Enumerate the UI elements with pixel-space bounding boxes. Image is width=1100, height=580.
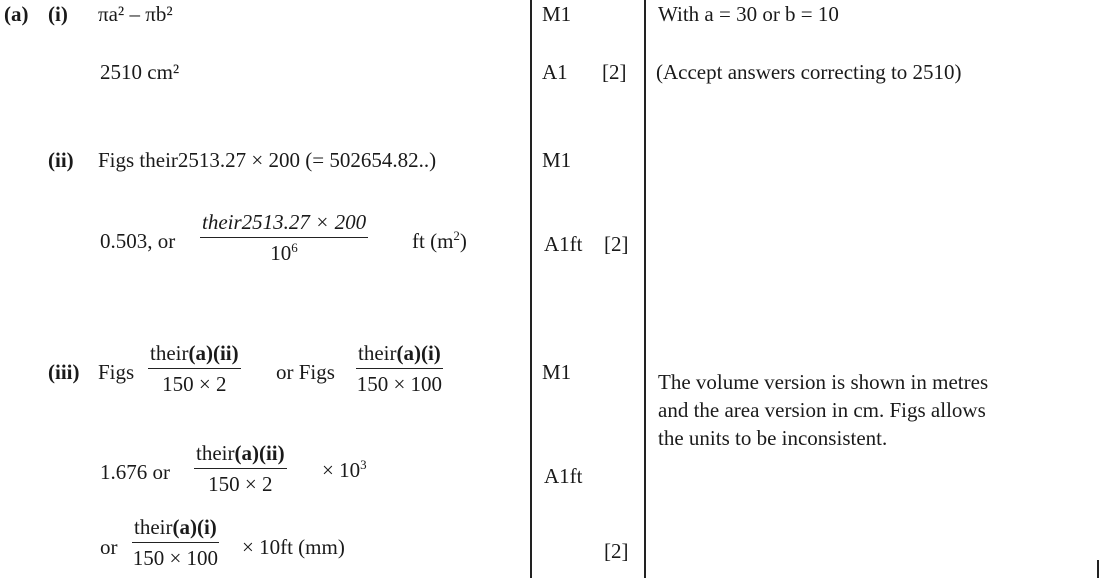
part-iii-answer-1-prefix: 1.676 or	[100, 460, 170, 484]
part-iii-figs: Figs	[98, 360, 135, 384]
part-label-ii: (ii)	[48, 148, 74, 172]
part-i-guidance-1: With a = 30 or b = 10	[658, 2, 839, 26]
part-iii-answer-2-suffix: × 10ft (mm)	[242, 535, 345, 559]
part-iii-fraction-4	[132, 517, 219, 569]
part-iii-fraction-4-denominator: 150 × 100	[132, 546, 219, 570]
part-iii-fraction-4-numerator: their(a)(i)	[132, 517, 219, 543]
part-iii-fraction-2	[356, 343, 443, 395]
part-iii-fraction-1-denominator: 150 × 2	[162, 372, 227, 396]
part-ii-mark-a1ft: A1ft	[544, 232, 583, 256]
part-iii-answer-1-suffix: × $10^3$	[322, 457, 367, 482]
part-i-answer: 2510 cm²	[100, 60, 180, 84]
part-iii-mark-a1ft: A1ft	[544, 464, 583, 488]
part-iii-fraction-2-denominator: 150 × 100	[356, 372, 443, 396]
part-ii-fraction	[200, 212, 368, 264]
part-i-mark-m1: M1	[542, 2, 572, 26]
part-iii-guidance	[658, 368, 988, 452]
part-ii-mark-m1: M1	[542, 148, 572, 172]
part-label-iii: (iii)	[48, 360, 80, 384]
part-iii-guidance-line-1: The volume version is shown in metres	[658, 370, 989, 394]
part-iii-fraction-3	[194, 443, 287, 495]
part-i-total: [2]	[602, 60, 627, 84]
part-iii-total: [2]	[604, 539, 629, 563]
part-i-guidance-2: (Accept answers correcting to 2510)	[656, 60, 962, 84]
part-ii-fraction-denominator: $10^6$	[270, 240, 298, 265]
part-label-i: (i)	[48, 2, 68, 26]
part-iii-mark-m1: M1	[542, 360, 572, 384]
part-iii-guidance-line-2: and the area version in cm. Figs allows	[658, 398, 986, 422]
part-iii-or: or	[100, 535, 118, 559]
part-iii-fraction-3-denominator: 150 × 2	[208, 472, 273, 496]
part-label-a: (a)	[4, 2, 29, 26]
part-i-expression: πa² – πb²	[98, 2, 173, 26]
part-iii-fraction-2-numerator: their(a)(i)	[356, 343, 443, 369]
part-ii-answer-prefix: 0.503, or	[100, 229, 176, 253]
part-iii-fraction-3-numerator: their(a)(ii)	[194, 443, 287, 469]
part-iii-fraction-1	[148, 343, 241, 395]
column-divider-left	[530, 0, 532, 578]
edge-mark	[1097, 560, 1099, 578]
part-ii-unit: ft $(m^2)$	[412, 228, 467, 253]
part-iii-guidance-line-3: the units to be inconsistent.	[658, 426, 888, 450]
column-divider-right	[644, 0, 646, 578]
part-ii-fraction-numerator: their2513.27 × 200	[200, 212, 368, 238]
part-i-mark-a1: A1	[542, 60, 568, 84]
part-ii-total: [2]	[604, 232, 629, 256]
part-ii-figs: Figs their2513.27 × 200 (= 502654.82..)	[98, 148, 437, 172]
part-iii-or-figs: or Figs	[276, 360, 335, 384]
part-iii-fraction-1-numerator: their(a)(ii)	[148, 343, 241, 369]
